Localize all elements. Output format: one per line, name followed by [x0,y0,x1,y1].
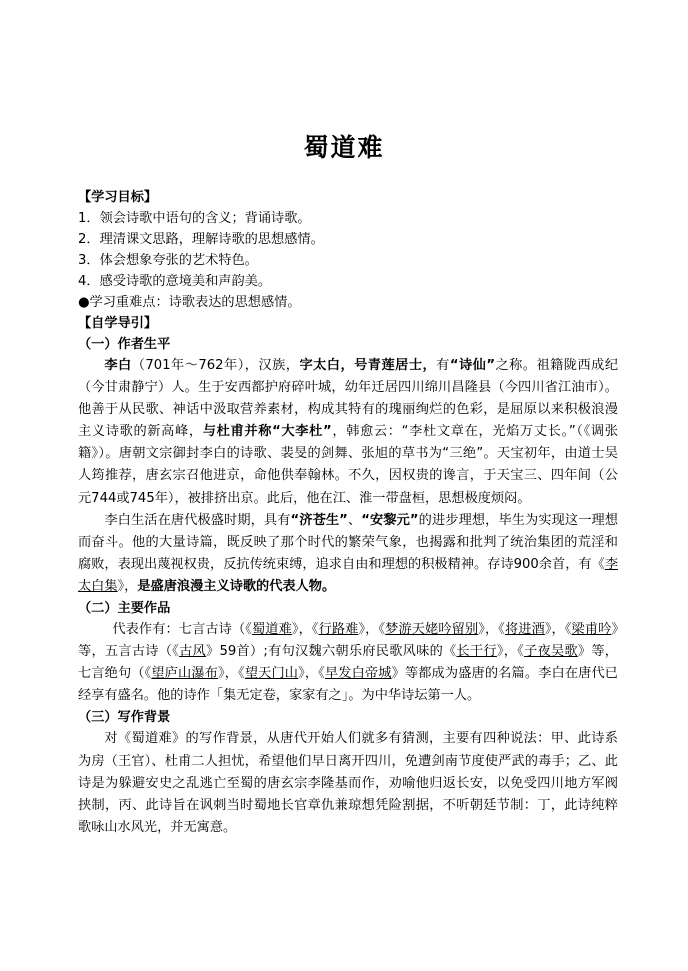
author-section-heading: （一）作者生平 [78,337,171,352]
document-title: 蜀道难 [303,133,385,162]
work-title: 长干行 [456,644,497,660]
focus-point: ●学习重难点：诗歌表达的思想感情。 [78,295,301,310]
work-title: 蜀道难 [251,622,292,638]
work-title: 梁甫吟 [571,622,612,638]
author-name: 李白 [104,358,132,373]
work-title: 子夜吴歌 [524,644,578,660]
document-body [78,187,618,839]
objective-item: 3．体会想象夸张的艺术特色。 [78,253,258,268]
author-paragraph-2: 李白生活在唐代极盛时期，具有“济苍生”、“安黎元”的进步理想，毕生为实现这一理想而奋斗。他的大量诗篇，既反映了那个时代的繁荣气象，也揭露和批判了统治集团的荒淫和腐败，表现出蔑视权贵，反抗传统束缚，追求自由和理想的积极精神。存诗900余首，有《李太白集》，是盛唐浪漫主义诗歌的代表人物。 [78,512,618,594]
objective-item: 2．理清课文思路，理解诗歌的思想感情。 [78,232,324,247]
background-paragraph: 对《蜀道难》的写作背景，从唐代开始人们就多有猜测，主要有四种说法：甲、此诗系为房（王官）、杜甫二人担忧，希望他们早日离开四川，免遭剑南节度使严武的毒手；乙、此诗是为躲避安史之乱逃亡至蜀的唐玄宗李隆基而作，劝喻他归返长安，以免受四川地方军阀挟制，丙、此诗旨在讽刺当时蜀地长官章仇兼琼想凭险割据，不听朝廷节制：丁，此诗纯粹歌咏山水风光，并无寓意。 [78,731,618,835]
work-title: 早发白帝城 [324,666,392,682]
work-title: 梦游天姥吟留别 [385,622,479,638]
works-paragraph: 代表作有：七言古诗（《蜀道难》，《行路难》，《梦游天姥吟留别》，《将进酒》，《梁甫吟》等，五言古诗（《古风》59首）;有句汉魏六朝乐府民歌风味的《长干行》，《子夜吴歌》等，七言绝句（《望庐山瀑布》，《望天门山》，《早发白帝城》等都成为盛唐的名篇。李白在唐代已经享有盛名。他的诗作「集无定卷，家家有之」。为中华诗坛第一人。 [78,622,619,704]
guide-heading: 【自学导引】 [78,316,158,331]
work-title: 将进酒 [504,622,545,638]
work-title: 望天门山 [244,666,299,682]
objective-item: 1．领会诗歌中语句的含义；背诵诗歌。 [78,211,311,226]
work-title: 望庐山瀑布 [151,666,219,682]
author-paragraph-1: 李白（701年～762年），汉族，字太白，号青莲居士，有“诗仙”之称。祖籍陇西成纪（今甘肃静宁）人。生于安西都护府碎叶城，幼年迁居四川绵川昌隆县（今四川省江油市）。他善于从民歌、神话中汲取营养素材，构成其特有的瑰丽绚烂的色彩，是屈原以来积极浪漫主义诗歌的新高峰，与杜甫并称“大李杜”，韩愈云：“李杜文章在，光焰万丈长。”（《调张籍》）。唐朝文宗御封李白的诗歌、裴旻的剑舞、张旭的草书为“三绝”。天宝初年，由道士吴人筠推荐，唐玄宗召他进京，命他供奉翰林。不久，因权贵的谗言，于天宝三、四年间（公元744或745年），被排挤出京。此后，他在江、淮一带盘桓，思想极度烦闷。 [78,358,619,506]
objective-item: 4．感受诗歌的意境美和声韵美。 [78,274,272,289]
works-section-heading: （二）主要作品 [78,601,171,617]
collection-link: 李太白集 [78,556,618,594]
background-section-heading: （三）写作背景 [78,710,171,726]
objectives-heading: 【学习目标】 [78,190,158,205]
work-title: 行路难 [318,622,359,638]
work-title: 古风 [179,644,206,660]
